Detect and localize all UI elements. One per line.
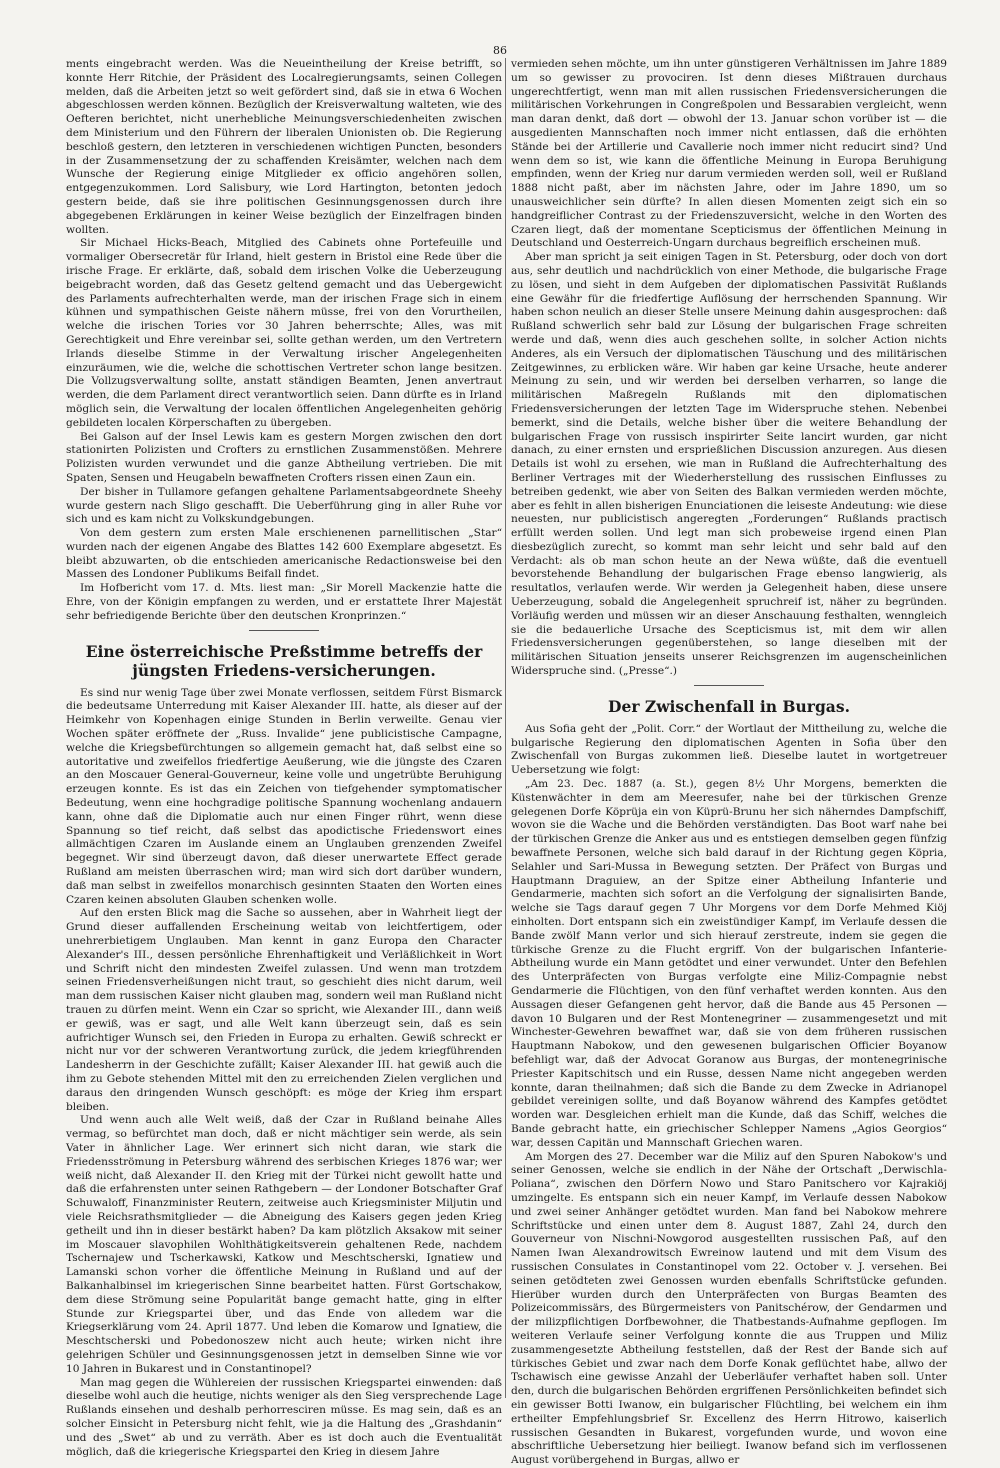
- article-paragraph: Aber man spricht ja seit einigen Tagen in St. Petersburg, oder doch von dort aus, sehr deutlich und nachdrücklich von einer Methode, die bulgarische Frage zu lösen, und sieht in dem Aufgeben der diplomatischen Passivität Rußlands eine Gewähr für die friedfertige Auflösung der herrschenden Spannung. Wir haben schon neulich an dieser Stelle unsere Meinung dahin ausgesprochen: daß Rußland schwerlich sehr bald zur Lösung der bulgarischen Frage schreiten werde und daß, wenn dies auch geschehen sollte, in solcher Action nichts Anderes, als ein Versuch der diplomatischen Täuschung und des militärischen Zeitgewinnes, zu erblicken wäre. Wir haben gar keine Ursache, heute anderer Meinung zu sein, und wir werden bei derselben verharren, so lange die militärischen Maßregeln Rußlands mit den diplomatischen Friedensversicherungen der letzten Tage im Widerspruche stehen. Nebenbei bemerkt, sind die Details, welche bisher über die weitere Behandlung der bulgarischen Frage von russisch inspirirter Seite lancirt wurden, gar nicht danach, zu einer ernsten und ersprießlichen Discussion anzuregen. Aus diesen Details ist wohl zu ersehen, wie man in Rußland die Aufrechterhaltung des Berliner Vertrages mit der Wiederherstellung des russischen Einflusses zu betreiben gedenkt, wie aber von Seiten des Balkan vermieden werden möchte, aber es fehlt in allen bisherigen Enunciationen die leiseste Andeutung: wie diese neuesten, nur publicistisch angeregten „Forderungen“ Rußlands practisch erfüllt werden sollen. Und legt man sich probeweise irgend einen Plan diesbezüglich zurecht, so kommt man sehr leicht und sehr bald auf den Verdacht: als ob man schon heute an der Newa wüßte, daß die eventuell bevorstehende Behandlung der bulgarischen Frage ebenso langwierig, als resultatlos, verlaufen werde. Wir werden ja Gelegenheit haben, diese unsere Ueberzeugung, sobald die Angelegenheit spruchreif ist, näher zu begründen. Vorläufig werden und müssen wir an dieser Anschauung festhalten, wenngleich sie die bedauerliche Ursache des Scepticismus ist, mit dem wir allen Friedensversicherungen gegenüberstehen, so lange dieselben mit der militärischen Situation jenseits unserer Reichsgrenzen im augenscheinlichen Widerspruche sind. („Presse“.): [511, 251, 947, 678]
- article-paragraph: Auf den ersten Blick mag die Sache so aussehen, aber in Wahrheit liegt der Grund dieser auffallenden Erscheinung weitab von leichtfertigem, oder unehrerbietigem Unglauben. Man kennt in ganz Europa den Character Alexander's III., dessen persönliche Ehrenhaftigkeit und Verläßlichkeit in Wort und Schrift nicht den mindesten Zweifel zulassen. Und wenn man trotzdem seinen Friedensverheißungen nicht traut, so geschieht dies nicht darum, weil man dem russischen Kaiser nicht glauben mag, sondern weil man Rußland nicht trauen zu dürfen meint. Wenn ein Czar so spricht, wie Alexander III., dann weiß er gewiß, was er sagt, und alle Welt kann überzeugt sein, daß es sein aufrichtiger Wunsch sei, den Frieden in Europa zu erhalten. Gewiß schreckt er nicht nur vor der schweren Verantwortung zurück, die jedem kriegführenden Landesherrn in der Geschichte zufällt; Kaiser Alexander III. hat gewiß auch die ihm zu Gebote stehenden Mittel mit den zu erreichenden Zielen verglichen und daraus den dringenden Wunsch geschöpft: es möge der Krieg ihm erspart bleiben.: [66, 907, 502, 1113]
- article-paragraph: Es sind nur wenig Tage über zwei Monate verflossen, seitdem Fürst Bismarck die bedeutsame Unterredung mit Kaiser Alexander III. hatte, als dieser auf der Heimkehr von Kopenhagen einige Stunden in Berlin verweilte. Genau vier Wochen später eröffnete der „Russ. Invalide“ jene publicistische Campagne, welche die Kriegsbefürchtungen so allgemein gemacht hat, daß selbst eine so autoritative und zweifellos friedfertige Aeußerung, wie die jüngste des Czaren an den Moscauer General-Gouverneur, keine volle und ungetrübte Beruhigung erzeugen konnte. Es ist das ein Zeichen von tiefgehender symptomatischer Bedeutung, wenn eine hochgradige politische Spannung wochenlang andauern kann, ohne daß die Diplomatie auch nur einen Finger rührt, wenn diese Spannung so tief reicht, daß selbst das apodictische Friedenswort eines allmächtigen Czaren im Auslande einem an Unglauben grenzenden Zweifel begegnet. Wir sind überzeugt davon, daß dieser unerwartete Effect gerade Rußland am meisten überraschen wird; man wird sich dort darüber wundern, daß man selbst in zweifellos monarchisch gesinnten Staaten den Worten eines Czaren keinen absoluten Glauben schenken wolle.: [66, 686, 502, 906]
- article-paragraph: Und wenn auch alle Welt weiß, daß der Czar in Rußland beinahe Alles vermag, so befürchtet man doch, daß er nicht mächtiger sein werde, als sein Vater in ähnlicher Lage. Wer erinnert sich nicht daran, wie stark die Friedensströmung in Petersburg während des serbischen Krieges 1876 war; wer weiß nicht, daß Alexander II. den Krieg mit der Türkei nicht gewollt hatte und daß die erfahrensten unter seinen Rathgebern — der Londoner Botschafter Graf Schuwaloff, Finanzminister Reutern, zeitweise auch Kriegsminister Miljutin und viele Reichsrathsmitglieder — die Abneigung des Kaisers gegen jeden Krieg getheilt und ihn in dieser bestärkt haben? Da kam plötzlich Aksakow mit seiner im Moscauer slavophilen Wohlthätigkeitsverein gehaltenen Rede, nachdem Tschernajew und Tscherkawski, Katkow und Meschtscherski, Ignatiew und Lamanski schon vorher die öffentliche Meinung in Rußland und auf der Balkanhalbinsel im kriegerischen Sinne bearbeitet hatten. Fürst Gortschakow, dem diese Strömung seine Popularität bange gemacht hatte, ging in elfter Stunde zur Kriegspartei über, und das Ende von alledem war die Kriegserklärung vom 24. April 1877. Und leben die Komarow und Ignatiew, die Meschtscherski und Pobedonoszew nicht auch heute; wirken nicht ihre gelehrigen Schüler und Gesinnungsgenossen jetzt in demselben Sinne wie vor 10 Jahren in Bukarest und in Constantinopel?: [66, 1114, 502, 1375]
- article-paragraph: Im Hofbericht vom 17. d. Mts. liest man: „Sir Morell Mackenzie hatte die Ehre, von der Königin empfangen zu werden, und er erstattete Ihrer Majestät sehr befriedigende Berichte über den deutschen Kronprinzen.“: [66, 582, 502, 622]
- article-paragraph: Man mag gegen die Wühlereien der russischen Kriegspartei einwenden: daß dieselbe wohl auch die heutige, nichts weniger als den Sieg versprechende Lage Rußlands einsehen und deshalb perhorresciren müsse. Es mag sein, daß es an solcher Einsicht in Petersburg nicht fehlt, wie ja die Haltung des „Grashdanin“ und des „Swet“ ab und zu verräth. Aber es ist doch auch die Eventualität möglich, daß die kriegerische Kriegspartei den Krieg in diesem Jahre: [66, 1376, 502, 1458]
- article-paragraph: Aus Sofia geht der „Polit. Corr.“ der Wortlaut der Mittheilung zu, welche die bulgarische Regierung den diplomatischen Agenten in Sofia über den Zwischenfall von Burgas zukommen ließ. Dieselbe lautet in wortgetreuer Uebersetzung wie folgt:: [511, 722, 947, 777]
- section-divider: [694, 685, 764, 686]
- article-paragraph: Sir Michael Hicks-Beach, Mitglied des Cabinets ohne Portefeuille und vormaliger Obersecretär für Irland, hielt gestern in Bristol eine Rede über die irische Frage. Er erklärte, daß, sobald dem irischen Volke die Ueberzeugung beigebracht worden, daß das Gesetz geltend gemacht und das Uebergewicht des Parlaments aufrechterhalten werde, man der irischen Frage sich in einem kühnen und sympathischen Geiste nähern müsse, frei von den Vorurtheilen, welche die irischen Tories vor 30 Jahren beherrschte; Alles, was mit Gerechtigkeit und Ehre vereinbar sei, sollte gethan werden, um den Vertretern Irlands dieselbe Stimme in der Verwaltung irischer Angelegenheiten einzuräumen, wie die, welche die schottischen Vertreter schon lange besitzen. Die Vollzugsverwaltung sollte, anstatt ständigen Beamten, Jenen anvertraut werden, die dem Parlament direct verantwortlich seien. Dann dürfte es in Irland möglich sein, die Verwaltung der localen öffentlichen Angelegenheiten gehörig gebildeten localen Körperschaften zu übergeben.: [66, 237, 502, 429]
- article-paragraph: Bei Galson auf der Insel Lewis kam es gestern Morgen zwischen den dort stationirten Polizisten und Crofters zu ernstlichen Zusammenstößen. Mehrere Polizisten wurden verwundet und die ganze Abtheilung vertrieben. Die mit Spaten, Sensen und Heugabeln bewaffneten Crofters rissen einen Zaun ein.: [66, 430, 502, 484]
- column-rule: [505, 58, 506, 1398]
- article-paragraph: Von dem gestern zum ersten Male erschienenen parnellitischen „Star“ wurden nach der eigenen Angabe des Blattes 142 600 Exemplare abgesetzt. Es bleibt abzuwarten, ob die entschieden americanische Redactionsweise bei den Massen des Londoner Publikums Beifall findet.: [66, 527, 502, 581]
- article-paragraph: Der bisher in Tullamore gefangen gehaltene Parlamentsabgeordnete Sheehy wurde gestern nach Sligo geschafft. Die Ueberführung ging in aller Ruhe vor sich und es kam nicht zu Volkskundgebungen.: [66, 485, 502, 526]
- left-column: [66, 58, 502, 1458]
- article-paragraph: Am Morgen des 27. December war die Miliz auf den Spuren Nabokow's und seiner Genossen, welche sie endlich in der Nähe der Ortschaft „Derwischla-Poliana“, zwischen den Dörfern Nowo und Staro Panitschero vor Kajrakiöj umzingelte. Es entspann sich ein neuer Kampf, im Verlaufe dessen Nabokow und zwei seiner Anhänger getödtet wurden. Man fand bei Nabokow mehrere Schriftstücke und einen unter dem 8. August 1887, Zahl 24, durch den Gouverneur von Nischni-Nowgorod ausgestellten russischen Paß, auf den Namen Iwan Alexandrowitsch Ewreinow lautend und mit dem Visum des russischen Consulates in Constantinopel vom 22. October v. J. versehen. Bei seinen getödteten zwei Genossen wurden ebenfalls Schriftstücke gefunden. Hierüber wurden durch den Unterpräfecten von Burgas Beamten des Polizeicommissärs, des Bürgermeisters von Panitschérow, der Gendarmen und der milizpflichtigen Dorfbewohner, die Thatbestands-Aufnahme gepflogen. Im weiteren Verlaufe seiner Verfolgung konnte die aus Truppen und Miliz zusammengesetzte Abtheilung feststellen, daß der Rest der Bande sich auf türkisches Gebiet und zwar nach dem Dorfe Konak geflüchtet habe, allwo der Tschawisch eine gewisse Anzahl der Ueberläufer verhaftet haben soll. Unter den, durch die bulgarischen Behörden ergriffenen Persönlichkeiten befindet sich ein gewisser Botti Iwanow, ein bulgarischer Flüchtling, bei welchem ein ihm ertheilter Empfehlungsbrief Sr. Excellenz des Herrn Hitrowo, kaiserlich russischen Gesandten in Bukarest, vorgefunden wurde, und wovon eine abschriftliche Uebersetzung hier beiliegt. Iwanow befand sich im verflossenen August vorübergehend in Burgas, allwo er: [511, 1150, 947, 1467]
- article-heading: Eine österreichische Preßstimme betreffs der jüngsten Friedens-versicherungen.: [85, 641, 483, 680]
- page-number: 86: [493, 44, 507, 57]
- article-heading: Der Zwischenfall in Burgas.: [608, 696, 850, 716]
- article-paragraph: vermieden sehen möchte, um ihn unter günstigeren Verhältnissen im Jahre 1889 um so gewisser zu provociren. Ist denn dieses Mißtrauen durchaus ungerechtfertigt, wenn man mit allen russischen Friedensversicherungen die militärischen Vorkehrungen in Congreßpolen und Bessarabien vergleicht, wenn man daran denkt, daß dort — obwohl der 13. Januar schon vorüber ist — die ausgedienten Mannschaften noch immer nicht entlassen, daß die erhöhten Stände bei der Artillerie und Cavallerie noch immer nicht reducirt sind? Und wenn dem so ist, wie kann die öffentliche Meinung in Europa Beruhigung empfinden, wenn der Krieg nur darum vermieden werden soll, weil er Rußland 1888 nicht paßt, aber im nächsten Jahre, oder im Jahre 1890, um so unausweichlicher sein dürfte? In allen diesen Momenten zeigt sich ein so handgreiflicher Contrast zu der Friedenszuversicht, welche in den Worten des Czaren liegt, daß der momentane Scepticismus der öffentlichen Meinung in Deutschland und Oesterreich-Ungarn durchaus begreiflich erscheinen muß.: [511, 58, 947, 250]
- article-paragraph: „Am 23. Dec. 1887 (a. St.), gegen 8½ Uhr Morgens, bemerkten die Küstenwächter in dem am Meeresufer, nahe bei der türkischen Grenze gelegenen Dorfe Köprüja ein von Küprü-Brunu her sich näherndes Dampfschiff, wovon sie die Wache und die Behörden verständigten. Das Boot warf nahe bei der türkischen Grenze die Anker aus und es entstiegen demselben gegen fünfzig bewaffnete Personen, welche sich bald darauf in der Richtung gegen Köpria, Selahler und Sari-Mussa in Bewegung setzten. Der Präfect von Burgas und Hauptmann Draguiew, an der Spitze einer Abtheilung Infanterie und Gendarmerie, machten sich sofort an die Verfolgung der signalisirten Bande, welche sie Tags darauf gegen 7 Uhr Morgens vor dem Dorfe Mehmed Kiöj einholten. Dort entspann sich ein zweistündiger Kampf, im Verlaufe dessen die Bande zwölf Mann verlor und sich hierauf zerstreute, indem sie gegen die türkische Grenze zu die Flucht ergriff. Von der bulgarischen Infanterie-Abtheilung wurde ein Mann getödtet und einer verwundet. Unter den Befehlen des Unterpräfecten von Burgas verfolgte eine Miliz-Compagnie nebst Gendarmerie die Flüchtigen, von den fünf verhaftet werden konnten. Aus den Aussagen dieser Gefangenen geht hervor, daß die Bande aus 45 Personen — davon 10 Bulgaren und der Rest Montenegriner — zusammengesetzt und mit Winchester-Gewehren bewaffnet war, daß sie von dem früheren russischen Hauptmann Nabokow, und den gewesenen bulgarischen Officier Boyanow befehligt war, daß der Advocat Goranow aus Burgas, der montenegrinische Priester Kapitschitsch und ein Russe, dessen Name nicht angegeben werden konnte, daran theilnahmen; daß sich die Bande zu dem Zwecke in Adrianopel gebildet vereinigen sollte, und daß Boyanow während des Kampfes getödtet worden war. Desgleichen erhielt man die Kunde, daß das Schiff, welches die Bande gebracht hatte, ein griechischer Schlepper Namens „Agios Georgios“ war, dessen Capitän und Mannschaft Griechen waren.: [511, 778, 947, 1149]
- section-divider: [249, 630, 319, 631]
- article-paragraph: ments eingebracht werden. Was die Neueintheilung der Kreise betrifft, so konnte Herr Ritchie, der Präsident des Localregierungsamts, seinen Collegen melden, daß die Arbeiten jetzt so weit gefördert sind, daß sie in etwa 6 Wochen abgeschlossen werden können. Bezüglich der Kreisverwaltung walteten, wie des Oefteren berichtet, nicht unerhebliche Meinungsverschiedenheiten zwischen dem Ministerium und den Führern der liberalen Unionisten ob. Die Regierung beschloß gestern, den letzteren in verschiedenen wichtigen Puncten, besonders in der Zusammensetzung der zu schaffenden Kreisämter, welchen nach dem Wunsche der Regierung einige Mitglieder ex officio angehören sollen, entgegenzukommen. Lord Salisbury, wie Lord Hartington, betonten jedoch gestern beide, daß sie ihre politischen Gesinnungsgenossen durch ihre abgegebenen Erklärungen in keiner Weise bezüglich der Einzelfragen binden wollten.: [66, 58, 502, 236]
- right-column: [511, 58, 947, 1467]
